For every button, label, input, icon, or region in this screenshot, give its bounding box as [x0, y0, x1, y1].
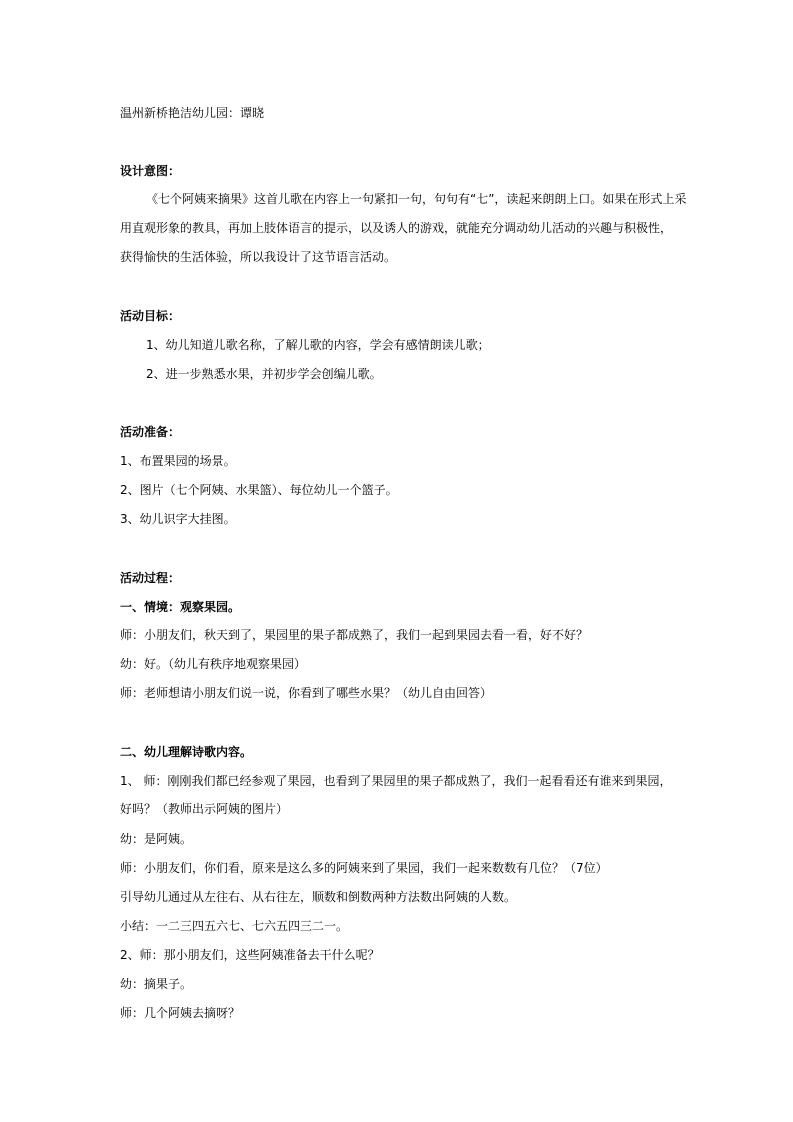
preparation-item: 2、图片（七个阿姨、水果篮）、每位幼儿一个篮子。 [120, 483, 398, 497]
author-line: 温州新桥艳洁幼儿园：谭晓 [120, 106, 265, 120]
goal-item: 2、进一步熟悉水果，并初步学会创编儿歌。 [146, 367, 382, 381]
preparation-item: 1、布置果园的场景。 [120, 454, 236, 468]
dialogue-line: 幼：摘果子。 [120, 977, 193, 991]
dialogue-line: 师：小朋友们，你们看，原来是这么多的阿姨来到了果园，我们一起来数数有几位？（7位） [120, 861, 608, 875]
preparation-heading: 活动准备： [120, 425, 181, 439]
design-intent-line: 《七个阿姨来摘果》这首儿歌在内容上一句紧扣一句，句句有“七”，读起来朗朗上口。如果在形式上采 [146, 192, 687, 206]
dialogue-line: 幼：是阿姨。 [120, 832, 193, 846]
dialogue-line: 师：老师想请小朋友们说一说，你看到了哪些水果？（幼儿自由回答） [120, 686, 493, 700]
process-part2-title: 二、幼儿理解诗歌内容。 [120, 745, 253, 759]
dialogue-line: 师：几个阿姨去摘呀？ [120, 1006, 241, 1020]
dialogue-line: 好吗？（教师出示阿姨的图片） [120, 802, 289, 816]
process-heading: 活动过程： [120, 571, 181, 585]
design-intent-heading: 设计意图： [120, 164, 181, 178]
preparation-item: 3、幼儿识字大挂图。 [120, 512, 236, 526]
dialogue-line: 引导幼儿通过从左往右、从右往左，顺数和倒数两种方法数出阿姨的人数。 [120, 890, 517, 904]
goals-heading: 活动目标： [120, 309, 181, 323]
dialogue-line: 1、 师：刚刚我们都已经参观了果园，也看到了果园里的果子都成熟了，我们一起看看还有谁来到果园， [120, 774, 672, 788]
dialogue-line: 师：小朋友们，秋天到了，果园里的果子都成熟了，我们一起到果园去看一看，好不好？ [120, 628, 589, 642]
design-intent-line: 用直观形象的教具，再加上肢体语言的提示，以及诱人的游戏，就能充分调动幼儿活动的兴趣与积极性， [120, 221, 673, 235]
dialogue-line: 幼：好。（幼儿有秩序地观察果园） [120, 657, 307, 671]
goal-item: 1、幼儿知道儿歌名称，了解儿歌的内容，学会有感情朗读儿歌； [146, 338, 490, 352]
process-part1-title: 一、情境：观察果园。 [120, 600, 241, 614]
design-intent-line: 获得愉快的生活体验，所以我设计了这节语言活动。 [120, 250, 397, 264]
summary-line: 小结：一二三四五六七、七六五四三二一。 [120, 919, 349, 933]
dialogue-line: 2、师：那小朋友们，这些阿姨准备去干什么呢？ [120, 948, 380, 962]
